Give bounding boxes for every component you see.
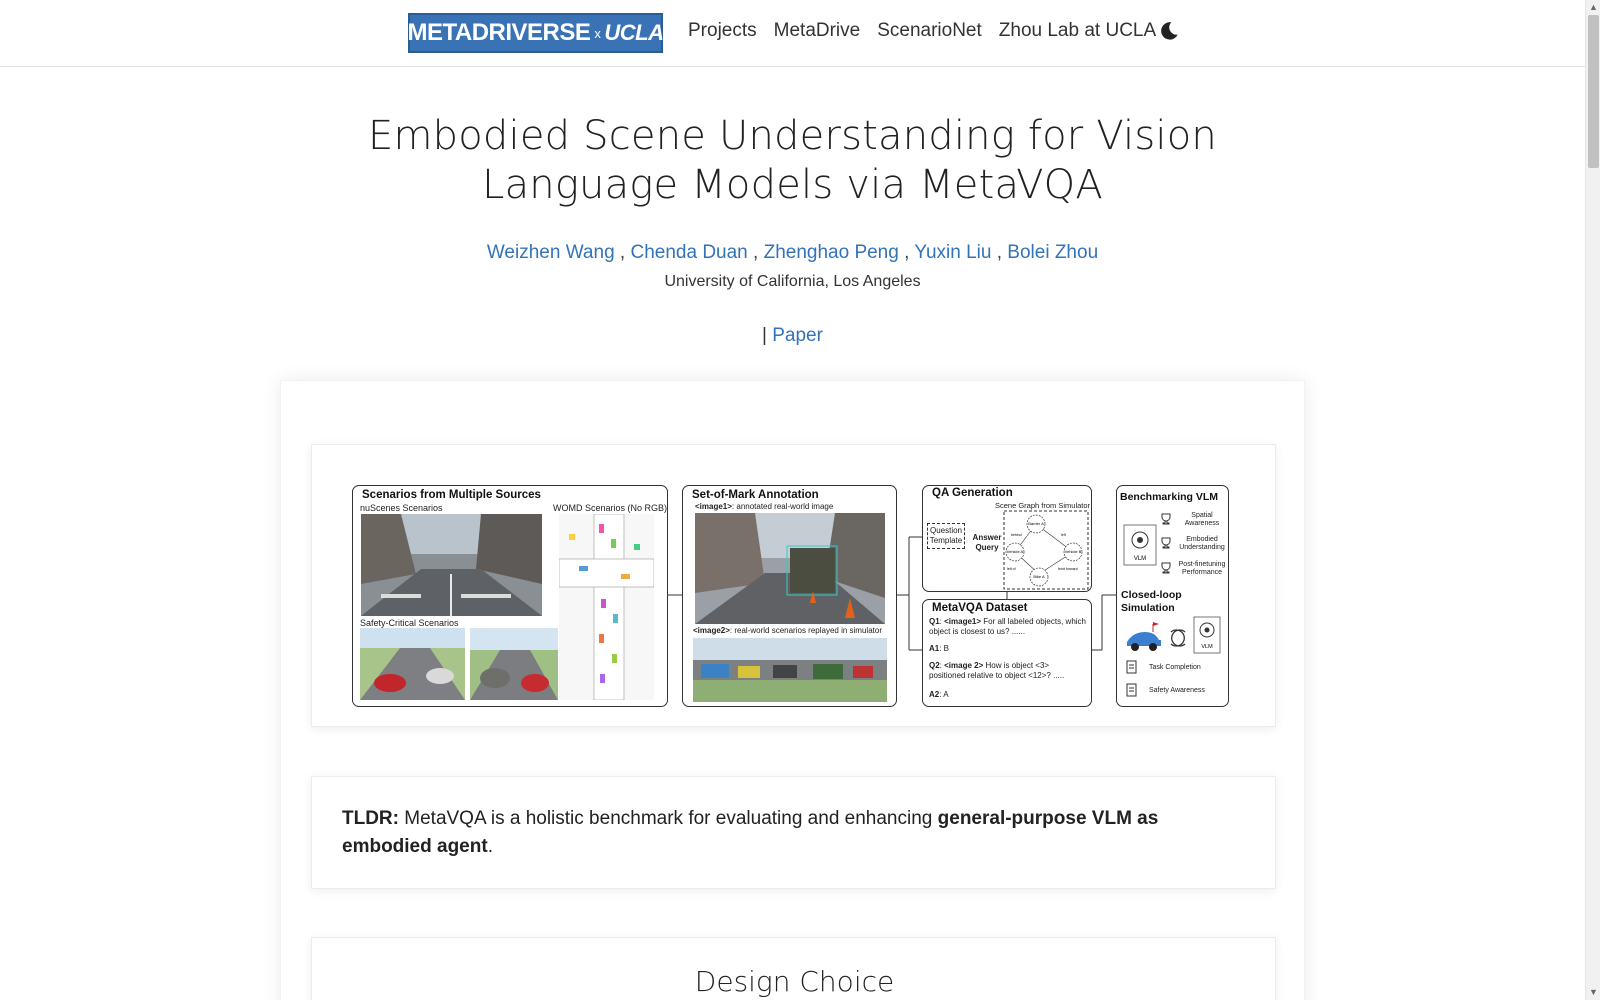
q1-text: For all labeled objects, which object is closest to us? ...... xyxy=(929,617,1086,636)
resource-links xyxy=(280,325,1305,347)
question-template-box: Question Template xyxy=(927,523,965,549)
trophy-icon xyxy=(1159,512,1173,526)
closed-loop-vlm-icon xyxy=(1193,616,1221,654)
panel-title-benchmarking: Benchmarking VLM xyxy=(1120,491,1219,503)
author-link[interactable]: Zhenghao Peng xyxy=(763,242,899,263)
link-separator: | xyxy=(762,325,767,346)
nav-link-zhou-lab[interactable]: Zhou Lab at UCLA xyxy=(998,20,1157,41)
graph-edge-label: front forward xyxy=(1058,567,1078,571)
metadriverse-logo[interactable] xyxy=(408,13,663,53)
label-womd: WOMD Scenarios (No RGB) xyxy=(553,503,668,513)
author-link[interactable]: Weizhen Wang xyxy=(486,242,615,263)
nav-links xyxy=(688,20,1156,42)
image2-text: : real-world scenarios replayed in simulator xyxy=(729,626,882,635)
closed-loop-vlm-label: VLM xyxy=(1201,644,1213,650)
closed-loop-label: Task Completion xyxy=(1149,664,1201,671)
dataset-q1: Q1: <image1> For all labeled objects, which object is closest to us? ...... xyxy=(929,617,1086,636)
paper-link[interactable]: Paper xyxy=(772,325,823,346)
nav-link-scenarionet[interactable]: ScenarioNet xyxy=(877,20,982,41)
author-link[interactable]: Chenda Duan xyxy=(630,242,748,263)
label-scene-graph: Scene Graph from Simulator xyxy=(995,501,1091,510)
graph-node-barrier: Barrier A xyxy=(1028,521,1044,526)
q2-image-tag: <image 2> xyxy=(944,661,984,670)
logo-ucla-text: UCLA xyxy=(604,20,664,45)
page-title: Embodied Scene Understanding for Vision Language Models via MetaVQA xyxy=(368,113,1217,208)
tldr-card xyxy=(311,776,1276,889)
tldr-text xyxy=(342,805,1242,861)
scroll-down-arrow-icon[interactable]: ▼ xyxy=(1589,987,1598,997)
image1-tag: <image1> xyxy=(695,502,732,511)
a1-label: A1 xyxy=(929,644,940,653)
figure-panel-benchmarking xyxy=(1116,485,1229,707)
benchmark-label: Spatial Awareness xyxy=(1184,512,1220,527)
checklist-icon xyxy=(1125,660,1139,674)
scroll-thumb[interactable] xyxy=(1588,15,1599,168)
q1-label: Q1 xyxy=(929,617,940,626)
author-list: Weizhen Wang , Chenda Duan , Zhenghao Peng , Yuxin Liu , Bolei Zhou xyxy=(486,242,1099,263)
panel-title-qa-generation: QA Generation xyxy=(932,487,1013,499)
benchmark-label: Post-finetuning Performance xyxy=(1178,561,1226,576)
graph-node-vehicle-b: Vehicle B xyxy=(1064,549,1082,554)
a1-text: : B xyxy=(939,644,950,653)
closed-loop-car-icon xyxy=(1123,618,1193,654)
affiliation: University of California, Los Angeles xyxy=(664,273,921,290)
q1-image-tag: <image1> xyxy=(944,617,982,626)
q2-label: Q2 xyxy=(929,661,940,670)
trophy-icon xyxy=(1159,561,1173,575)
dataset-q2: Q2: <image 2> How is object <3> positioned relative to object <12>? ..... xyxy=(929,661,1065,680)
vlm-brain-icon xyxy=(1123,524,1157,566)
label-safety-critical: Safety-Critical Scenarios xyxy=(360,618,459,628)
logo-x-text: x xyxy=(594,25,601,41)
panel-title-scenarios: Scenarios from Multiple Sources xyxy=(362,489,541,501)
graph-node-bike: Bike A xyxy=(1033,574,1045,579)
graph-edge-label: behind xyxy=(1011,533,1022,537)
tldr-body: MetaVQA is a holistic benchmark for evaluating and enhancing xyxy=(404,808,933,829)
nav-link-metadrive[interactable]: MetaDrive xyxy=(773,20,861,41)
tldr-end: . xyxy=(487,836,493,857)
image2-tag: <image2> xyxy=(693,626,730,635)
scroll-up-arrow-icon[interactable]: ▲ xyxy=(1589,2,1598,12)
panel-title-set-of-mark: Set-of-Mark Annotation xyxy=(692,489,819,501)
graph-edge-label: left xyxy=(1061,533,1066,537)
author-link[interactable]: Yuxin Liu xyxy=(914,242,992,263)
image1-text: : annotated real-world image xyxy=(731,502,834,511)
panel-title-metavqa-dataset: MetaVQA Dataset xyxy=(932,602,1028,614)
logo-main-text: METADRIVERSE xyxy=(407,19,591,46)
page-scrollbar[interactable] xyxy=(1585,0,1600,1000)
checklist-icon xyxy=(1125,683,1139,697)
closed-loop-label: Safety Awareness xyxy=(1149,687,1205,694)
a2-label: A2 xyxy=(929,690,940,699)
answer-query-box: Answer Query xyxy=(972,533,1002,552)
label-nuscenes: nuScenes Scenarios xyxy=(360,503,443,513)
dark-mode-moon-icon[interactable] xyxy=(1158,20,1180,42)
design-choice-card xyxy=(311,937,1276,1000)
a2-text: : A xyxy=(939,690,949,699)
vlm-label: VLM xyxy=(1133,556,1147,562)
tldr-highlight: general-purpose VLM as embodied agent xyxy=(342,808,1159,857)
benchmark-label: Embodied Understanding xyxy=(1179,536,1225,551)
graph-edge-label: left of xyxy=(1007,567,1016,571)
nav-link-projects[interactable]: Projects xyxy=(688,20,757,41)
navbar xyxy=(0,0,1585,67)
overview-figure-card xyxy=(311,444,1276,727)
content-container xyxy=(280,380,1305,1000)
tldr-label: TLDR: xyxy=(342,808,399,829)
trophy-icon xyxy=(1159,536,1173,550)
panel-title-closed-loop: Closed-loop Simulation xyxy=(1121,589,1182,614)
q2-text: How is object <3> positioned relative to object <12>? ..... xyxy=(929,661,1065,680)
overview-figure xyxy=(312,445,1277,728)
author-link[interactable]: Bolei Zhou xyxy=(1007,242,1099,263)
design-choice-heading: Design Choice xyxy=(694,965,895,998)
graph-node-vehicle-a: Vehicle A xyxy=(1006,549,1024,554)
